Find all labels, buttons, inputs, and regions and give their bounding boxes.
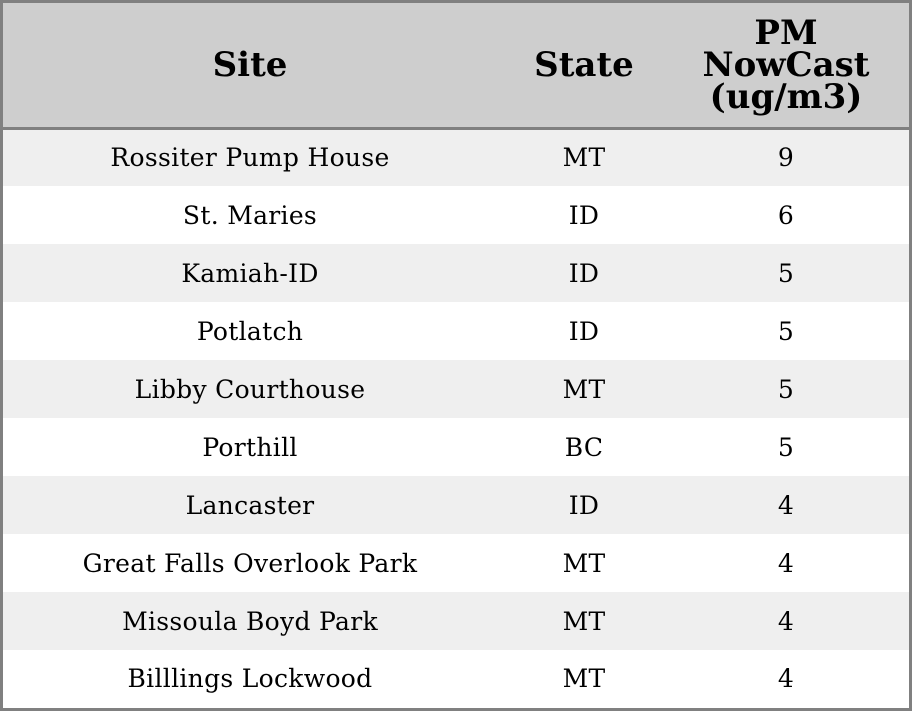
- cell-site: Kamiah-ID: [181, 258, 319, 288]
- cell-site: Rossiter Pump House: [110, 143, 390, 173]
- table-row: [3, 418, 909, 476]
- cell-state: ID: [568, 316, 600, 346]
- column-header-state-text: State: [534, 44, 634, 85]
- column-header-site-text: Site: [212, 44, 288, 85]
- table-row: [3, 534, 909, 592]
- cell-pm-nowcast: 9: [777, 143, 795, 173]
- cell-state: MT: [562, 548, 606, 578]
- column-header-pm-line-2: NowCast: [702, 44, 870, 85]
- cell-state: ID: [568, 490, 600, 520]
- cell-pm-nowcast: 4: [777, 606, 795, 636]
- cell-site: Potlatch: [196, 316, 304, 346]
- table-row: [3, 592, 909, 650]
- cell-site: Lancaster: [185, 490, 315, 520]
- column-header-state: [497, 3, 671, 128]
- cell-state: MT: [562, 374, 606, 404]
- cell-state: MT: [562, 606, 606, 636]
- column-header-pm-line-3: (ug/m3): [709, 76, 863, 117]
- table-row: [3, 476, 909, 534]
- cell-pm-nowcast: 5: [777, 316, 795, 346]
- table-row: [3, 244, 909, 302]
- cell-site: St. Maries: [182, 200, 318, 230]
- table-row: [3, 186, 909, 244]
- cell-site: Porthill: [202, 432, 298, 462]
- cell-state: MT: [562, 663, 606, 693]
- table-header: [3, 3, 909, 128]
- cell-pm-nowcast: 5: [777, 374, 795, 404]
- header-row: [3, 3, 909, 128]
- cell-state: ID: [568, 258, 600, 288]
- cell-site: Missoula Boyd Park: [122, 606, 378, 636]
- column-header-site: [3, 3, 497, 128]
- column-header-pm-line-1: PM: [754, 12, 818, 53]
- cell-pm-nowcast: 4: [777, 490, 795, 520]
- cell-site: Great Falls Overlook Park: [82, 548, 418, 578]
- cell-site: Libby Courthouse: [134, 374, 366, 404]
- cell-state: MT: [562, 143, 606, 173]
- cell-pm-nowcast: 5: [777, 258, 795, 288]
- table-body: [3, 128, 909, 706]
- cell-state: ID: [568, 200, 600, 230]
- cell-pm-nowcast: 4: [777, 663, 795, 693]
- table-row: [3, 360, 909, 418]
- cell-pm-nowcast: 6: [777, 200, 795, 230]
- cell-site: Billlings Lockwood: [127, 663, 373, 693]
- table-row: [3, 650, 909, 706]
- cell-pm-nowcast: 4: [777, 548, 795, 578]
- table-row: [3, 128, 909, 186]
- cell-state: BC: [564, 432, 604, 462]
- pm-nowcast-table: [3, 3, 909, 706]
- cell-pm-nowcast: 5: [777, 432, 795, 462]
- column-header-pm-nowcast: [671, 3, 909, 128]
- table-row: [3, 302, 909, 360]
